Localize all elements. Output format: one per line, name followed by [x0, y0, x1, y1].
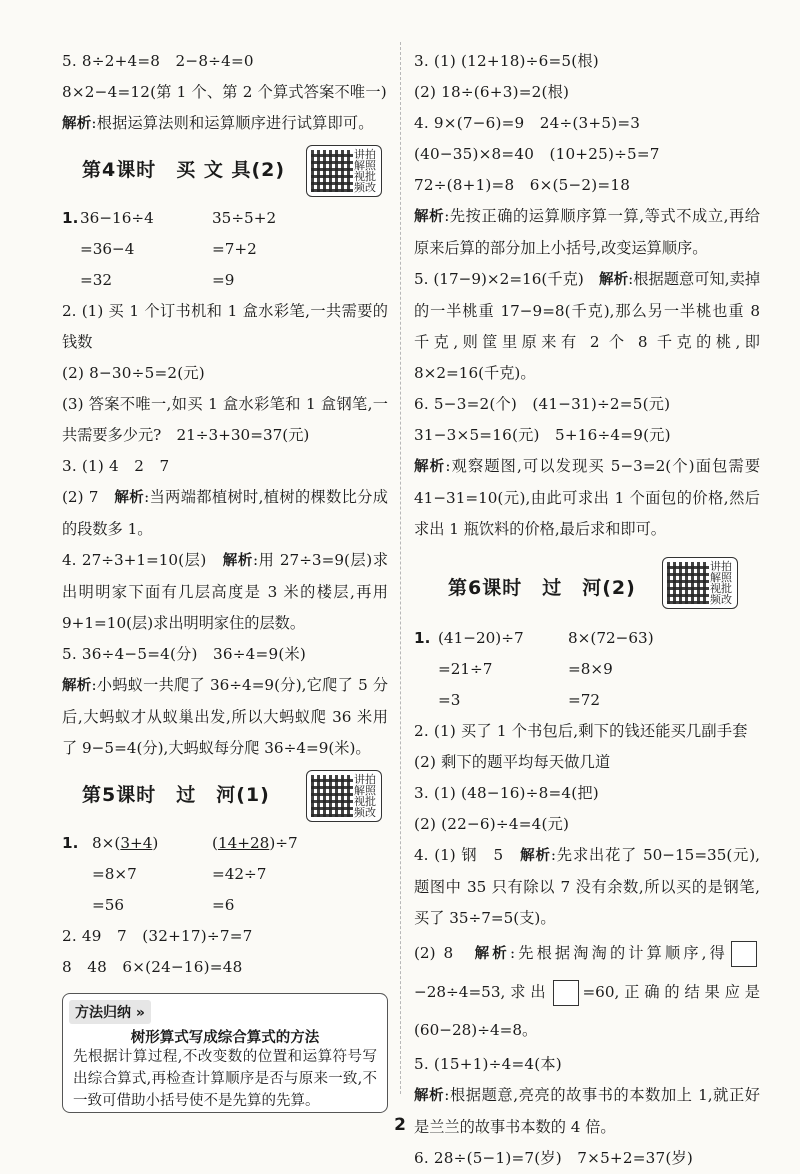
l4-q4 [62, 545, 388, 639]
q5-analysis [62, 108, 388, 139]
l6-q3-1: 3. (1) (48−16)÷8=4(把) [414, 784, 599, 802]
analysis-text: :根据题意,亮亮的故事书的本数加上 1,就正好是兰兰的故事书本数的 4 倍。 [414, 1086, 760, 1136]
answer: (2) 7 [62, 488, 115, 506]
page-number: 2 [394, 1115, 406, 1135]
lesson-4-title: 第4课时 买 文 具(2) [82, 159, 286, 181]
calc-step [212, 828, 298, 859]
l6-q3-2: (2) (22−6)÷4=4(元) [414, 815, 570, 833]
l6-q1 [414, 623, 760, 716]
calc-step [92, 828, 158, 859]
analysis-label: 解析 [520, 848, 551, 864]
l6-q4-2 [414, 934, 760, 1049]
calc-step: =8×9 [568, 660, 613, 678]
right-column [414, 46, 760, 1174]
l4-q2-1: 2. (1) 买 1 个订书机和 1 盒水彩笔,一共需要的钱数 [62, 302, 388, 351]
r-q4-analysis [414, 201, 760, 264]
analysis-text: :先按正确的运算顺序算一算,等式不成立,再给原来后算的部分加上小括号,改变运算顺序。 [414, 207, 760, 257]
question-number: 1. [414, 629, 431, 647]
analysis-label: 解析 [62, 116, 92, 132]
method-summary-box [62, 993, 388, 1113]
analysis-label: 解析 [114, 490, 145, 506]
l4-q1 [62, 203, 388, 296]
calc-step: =21÷7 [438, 660, 493, 678]
qr-label: 讲拍解照视批频改 [354, 773, 376, 819]
left-column [62, 46, 388, 1113]
lesson-6-header [414, 545, 760, 623]
analysis-text: :根据运算法则和运算顺序进行试算即可。 [91, 114, 374, 132]
lesson-5-header [62, 764, 388, 828]
method-title: 树形算式写成综合算式的方法 [130, 1030, 320, 1046]
r-q3-1: 3. (1) (12+18)÷6=5(根) [414, 52, 599, 70]
calc-step: =36−4 [80, 240, 135, 258]
analysis-label: 解析 [62, 678, 92, 694]
answer: 4. (1) 钢 5 [414, 846, 521, 864]
calc-step: =42÷7 [212, 865, 267, 883]
analysis-label: 解析 [222, 553, 253, 569]
qr-code-icon[interactable] [306, 145, 382, 197]
expr-part: )÷7 [269, 834, 298, 852]
answer: (2) 8 [414, 944, 475, 962]
l4-q5: 5. 36÷4−5=4(分) 36÷4=9(米) [62, 645, 306, 663]
r-q4-2: (40−35)×8=40 (10+25)÷5=7 [414, 145, 660, 163]
lesson-5-title: 第5课时 过 河(1) [82, 784, 270, 806]
calc-step: =72 [568, 691, 601, 709]
analysis-text: − [414, 983, 427, 1001]
l6-q5: 5. (15+1)÷4=4(本) [414, 1055, 562, 1073]
l6-q6: 6. 28÷(5−1)=7(岁) 7×5+2=37(岁) [414, 1149, 694, 1167]
analysis-text: =60,正确的结果应是(60−28)÷4=8。 [414, 983, 760, 1039]
r-q4-1: 4. 9×(7−6)=9 24÷(3+5)=3 [414, 114, 641, 132]
expr-part: 8×( [92, 834, 121, 852]
analysis-label: 解析 [474, 946, 510, 962]
lesson-6-title: 第6课时 过 河(2) [448, 577, 636, 599]
analysis-label: 解析 [414, 459, 446, 475]
calc-step: =7+2 [212, 240, 257, 258]
blank-box [731, 941, 757, 967]
r-q6-analysis [414, 451, 760, 545]
q5-answer: 5. 8÷2+4=8 2−8÷4=0 [62, 52, 254, 70]
l6-q4-1 [414, 840, 760, 934]
lesson-4-header [62, 139, 388, 203]
calc-step: =6 [212, 896, 235, 914]
r-q6-1: 6. 5−3=2(个) (41−31)÷2=5(元) [414, 395, 671, 413]
analysis-text: :当两端都植树时,植树的棵数比分成的段数多 1。 [62, 488, 388, 538]
qr-label: 讲拍解照视批频改 [710, 560, 732, 606]
analysis-label: 解析 [599, 272, 629, 288]
calc-step: 36−16÷4 [80, 209, 154, 227]
calc-step: =3 [438, 691, 461, 709]
analysis-text: :先求出花了 50−15=35(元),题图中 35 只有除以 7 没有余数,所以买的是钢笔,买了 35÷7=5(支)。 [414, 846, 760, 927]
calc-step: =9 [212, 271, 235, 289]
column-divider [400, 42, 401, 1094]
calc-step: 8×(72−63) [568, 629, 654, 647]
l5-q1 [62, 828, 388, 921]
analysis-text: :小蚂蚁一共爬了 36÷4=9(分),它爬了 5 分后,大蚂蚁才从蚁巢出发,所以大蚂蚁爬 36 米用了 9−5=4(分),大蚂蚁每分爬 36÷4=9(米)。 [62, 676, 389, 757]
analysis-text: :先根据淘淘的计算顺序,得 [509, 944, 728, 962]
calc-step: 35÷5+2 [212, 209, 277, 227]
answer: 4. 27÷3+1=10(层) [62, 551, 223, 569]
r-q6-2: 31−3×5=16(元) 5+16÷4=9(元) [414, 426, 671, 444]
analysis-text: :观察题图,可以发现买 5−3=2(个)面包需要 41−31=10(元),由此可求出 1 个面包的价格,然后求出 1 瓶饮料的价格,最后求和即可。 [414, 457, 761, 538]
l5-q2-2: 8 48 6×(24−16)=48 [62, 958, 243, 976]
expr-underlined: 3+4 [120, 834, 153, 852]
calc-step: =32 [80, 271, 113, 289]
expr-underlined: 14+28 [217, 834, 270, 852]
analysis-text: :根据题意可知,卖掉的一半桃重 17−9=8(千克),那么另一半桃也重 8 千克,则筐里原来有 2 个 8 千克的桃,即 8×2=16(千克)。 [414, 270, 761, 382]
analysis-label: 解析 [414, 209, 445, 225]
analysis-label: 解析 [414, 1088, 445, 1104]
qr-code-icon[interactable] [306, 770, 382, 822]
l6-q2-2: (2) 剩下的题平均每天做几道 [414, 753, 611, 771]
calc-step: =8×7 [92, 865, 137, 883]
analysis-text: :用 27÷3=9(层)求出明明家下面有几层高度是 3 米的楼层,再用 9+1=10(层)求出明明家住的层数。 [62, 551, 389, 632]
qr-code-icon[interactable] [662, 557, 738, 609]
l4-q2-3: (3) 答案不唯一,如买 1 盒水彩笔和 1 盒钢笔,一共需要多少元? 21÷3+30=37(元) [62, 395, 388, 444]
method-tag: 方法归纳 » [69, 1000, 151, 1024]
method-body: 先根据计算过程,不改变数的位置和运算符号写出综合算式,再检查计算顺序是否与原来一致,不一致可借助小括号使不是先算的先算。 [73, 1049, 377, 1109]
r-q4-3: 72÷(8+1)=8 6×(5−2)=18 [414, 176, 631, 194]
l4-q5-analysis [62, 670, 388, 764]
analysis-text: 28÷4=53,求出 [426, 983, 551, 1001]
expr-part: ( [212, 834, 218, 852]
expr-part: ) [152, 834, 159, 852]
l5-q2-1: 2. 49 7 (32+17)÷7=7 [62, 927, 253, 945]
calc-step: (41−20)÷7 [438, 629, 524, 647]
question-number: 1. [62, 209, 79, 227]
blank-box [553, 980, 579, 1006]
q5-answer-2: 8×2−4=12(第 1 个、第 2 个算式答案不唯一) [62, 83, 387, 101]
question-number: 1. [62, 834, 79, 852]
r-q3-2: (2) 18÷(6+3)=2(根) [414, 83, 570, 101]
l4-q3-1: 3. (1) 4 2 7 [62, 457, 170, 475]
calc-step: =56 [92, 896, 125, 914]
l4-q3-2 [62, 482, 388, 545]
l4-q2-2: (2) 8−30÷5=2(元) [62, 364, 205, 382]
l6-q2-1: 2. (1) 买了 1 个书包后,剩下的钱还能买几副手套 [414, 722, 748, 740]
r-q5 [414, 264, 760, 389]
answer: 5. (17−9)×2=16(千克) [414, 270, 600, 288]
qr-label: 讲拍解照视批频改 [354, 148, 376, 194]
